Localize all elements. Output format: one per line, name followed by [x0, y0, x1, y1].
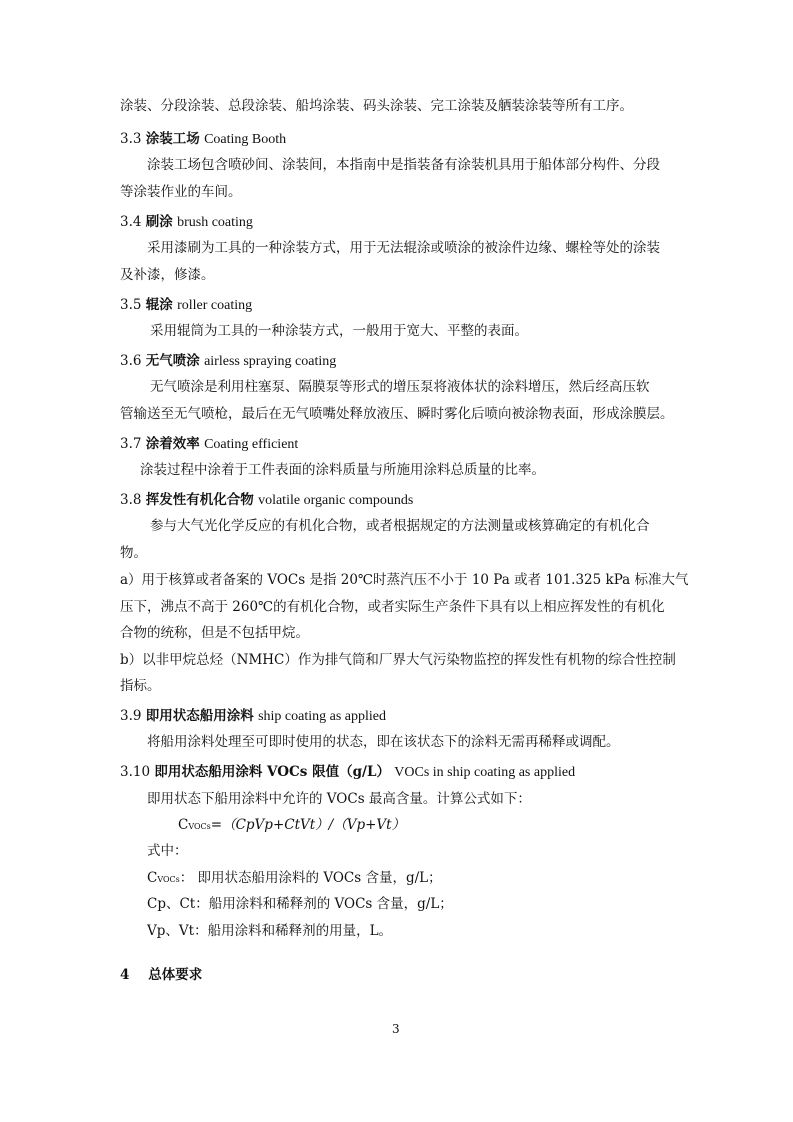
body-line: 管输送至无气喷枪，最后在无气喷嘴处释放液压、瞬时雾化后喷向被涂物表面，形成涂膜层。	[120, 406, 674, 422]
body-line: 物。	[120, 545, 147, 561]
definition-subscript: VOCs	[157, 875, 180, 884]
body-line: 涂装工场包含喷砂间、涂装间，本指南中是指装备有涂装机具用于船体部分构件、分段	[147, 157, 660, 173]
page-number: 3	[392, 1022, 400, 1036]
definition-symbol: C	[147, 870, 158, 886]
section-title-en: brush coating	[177, 215, 253, 230]
section-number: 3.4	[120, 214, 142, 230]
body-line: 等涂装作业的车间。	[120, 184, 242, 200]
section-title-en: ship coating as applied	[258, 709, 386, 724]
definition-item	[147, 868, 442, 890]
section-heading-3-3	[120, 129, 286, 150]
section-heading-3-7	[120, 434, 298, 455]
formula-subscript: VOCs	[188, 822, 211, 831]
section-title-zh: 即用状态船用涂料	[145, 708, 254, 724]
where-label: 式中：	[147, 843, 188, 859]
section-number: 3.5	[120, 297, 142, 313]
section-title-zh: 无气喷涂	[145, 353, 200, 369]
section-number: 3.7	[120, 436, 142, 452]
definition-item: Cp、Ct：船用涂料和稀释剂的 VOCs 含量，g/L；	[147, 896, 453, 912]
section-heading-3-8	[120, 490, 413, 511]
section-heading-3-9	[120, 706, 386, 727]
section-title-zh: 挥发性有机化合物	[145, 492, 254, 508]
list-item-a: a）用于核算或者备案的 VOCs 是指 20℃时蒸汽压不小于 10 Pa 或者 101.325 kPa 标准大气	[120, 572, 689, 588]
section-title-zh: 涂着效率	[145, 436, 200, 452]
section-title-zh: 刷涂	[145, 214, 173, 230]
body-line: 涂装、分段涂装、总段涂装、船坞涂装、码头涂装、完工涂装及舾装涂装等所有工序。	[120, 98, 633, 114]
section-title-en: volatile organic compounds	[258, 493, 414, 508]
body-line: 参与大气光化学反应的有机化合物，或者根据规定的方法测量或核算确定的有机化合	[150, 518, 650, 534]
section-title-zh: 涂装工场	[145, 131, 200, 147]
section-heading-3-4	[120, 212, 253, 233]
section-title-en: VOCs in ship coating as applied	[394, 765, 576, 780]
body-line: 采用辊筒为工具的一种涂装方式，一般用于宽大、平整的表面。	[150, 323, 528, 339]
section-number: 3.8	[120, 492, 142, 508]
section-heading-3-10	[120, 762, 575, 783]
section-title-en: Coating efficient	[204, 437, 299, 452]
section-title-en: roller coating	[177, 298, 253, 313]
section-title-zh: 总体要求	[148, 967, 203, 983]
section-title-zh: 辊涂	[145, 297, 173, 313]
section-heading-4	[120, 965, 202, 985]
body-line: 合物的统称，但是不包括甲烷。	[120, 625, 309, 641]
body-line: 将船用涂料处理至可即时使用的状态，即在该状态下的涂料无需再稀释或调配。	[147, 734, 620, 750]
section-title-zh: 即用状态船用涂料 VOCs 限值（g/L）	[154, 764, 390, 780]
section-number: 3.6	[120, 353, 142, 369]
section-heading-3-5	[120, 295, 252, 316]
body-line: 采用漆刷为工具的一种涂装方式，用于无法辊涂或喷涂的被涂件边缘、螺栓等处的涂装	[147, 240, 660, 256]
section-number: 4	[120, 967, 130, 983]
body-line: 即用状态下船用涂料中允许的 VOCs 最高含量。计算公式如下：	[147, 791, 531, 807]
list-item-b: b）以非甲烷总烃（NMHC）作为排气筒和厂界大气污染物监控的挥发性有机物的综合性控制	[120, 652, 676, 668]
section-heading-3-6	[120, 351, 336, 372]
formula	[178, 815, 405, 837]
section-number: 3.3	[120, 131, 142, 147]
section-number: 3.9	[120, 708, 142, 724]
body-line: 无气喷涂是利用柱塞泵、隔膜泵等形式的增压泵将液体状的涂料增压，然后经高压软	[150, 379, 650, 395]
formula-symbol: C	[178, 817, 189, 833]
body-line: 压下，沸点不高于 260℃的有机化合物，或者实际生产条件下具有以上相应挥发性的有机化	[120, 599, 665, 615]
section-title-en: Coating Booth	[204, 132, 287, 147]
section-title-en: airless spraying coating	[204, 354, 337, 369]
formula-expression: =（CpVp+CtVt）/（Vp+Vt）	[210, 817, 406, 833]
section-number: 3.10	[120, 764, 151, 780]
definition-text: ： 即用状态船用涂料的 VOCs 含量，g/L；	[179, 870, 442, 886]
body-line: 指标。	[120, 678, 161, 694]
body-line: 涂装过程中涂着于工件表面的涂料质量与所施用涂料总质量的比率。	[140, 462, 545, 478]
body-line: 及补漆，修漆。	[120, 267, 215, 283]
definition-item: Vp、Vt：船用涂料和稀释剂的用量，L。	[147, 923, 393, 939]
